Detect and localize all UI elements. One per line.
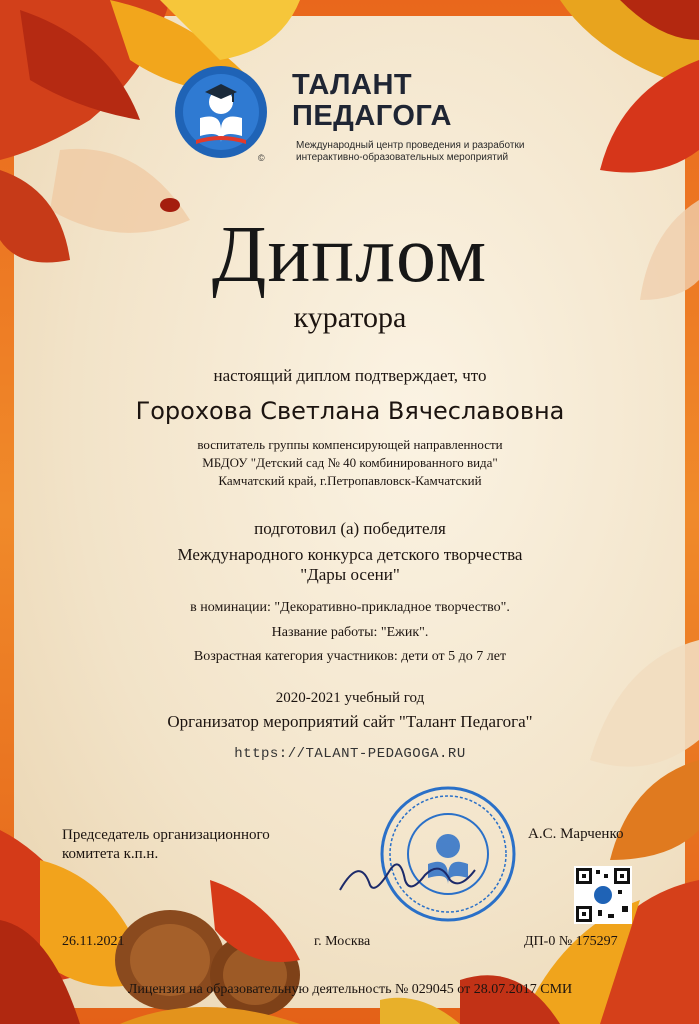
- license-text: Лицензия на образовательную деятельность № 029045 от 28.07.2017 СМИ: [127, 982, 573, 997]
- chairman-title-line-2: комитета к.п.н.: [62, 846, 159, 862]
- prepared-text: подготовил (а) победителя: [254, 519, 446, 538]
- age-category-text: Возрастная категория участников: дети от 5 до 7 лет: [193, 649, 507, 664]
- brand-name: [292, 70, 532, 132]
- nomination-text: в номинации: "Декоративно-прикладное творчество".: [190, 600, 510, 615]
- work-title-text: Название работы: "Ежик".: [271, 625, 429, 640]
- website-link[interactable]: https://TALANT-PEDAGOGA.RU: [234, 746, 466, 762]
- chairman-name: А.С. Марченко: [528, 826, 624, 842]
- position-line-2: МБДОУ "Детский сад № 40 комбинированного вида": [202, 455, 498, 470]
- copyright-mark: ©: [258, 153, 265, 163]
- talant-pedagoga-logo: [172, 62, 270, 162]
- position-line-1: воспитатель группы компенсирующей направленности: [197, 437, 503, 452]
- issue-date: 26.11.2021: [62, 934, 125, 949]
- chairman-title-line-1: Председатель организационного: [62, 827, 270, 843]
- chairman-title: [62, 826, 322, 864]
- organizer-text: Организатор мероприятий сайт "Талант Педагога": [167, 712, 533, 731]
- diploma-subtitle: куратора: [293, 301, 407, 334]
- position-line-3: Камчатский край, г.Петропавловск-Камчатский: [218, 473, 482, 488]
- issue-city: г. Москва: [314, 934, 371, 949]
- confirms-text: настоящий диплом подтверждает, что: [213, 366, 487, 385]
- logo-emblem-icon: [172, 62, 270, 162]
- recipient-name: Горохова Светлана Вячеславовна: [135, 397, 565, 425]
- school-year-text: 2020-2021 учебный год: [275, 690, 425, 706]
- brand-subtitle: Международный центр проведения и разработки интерактивно-образовательных мероприятий: [296, 140, 525, 163]
- diploma-number: ДП-0 № 175297: [524, 934, 618, 949]
- brand-line-1: ТАЛАНТ: [292, 69, 413, 101]
- diploma-title: Диплом: [211, 211, 488, 299]
- handwritten-signature: [330, 850, 480, 900]
- contest-line-1: Международного конкурса детского творчества: [177, 545, 523, 564]
- brand-line-2: ПЕДАГОГА: [292, 100, 452, 132]
- qr-code-icon: [574, 866, 632, 924]
- contest-line-2: "Дары осени": [300, 565, 400, 584]
